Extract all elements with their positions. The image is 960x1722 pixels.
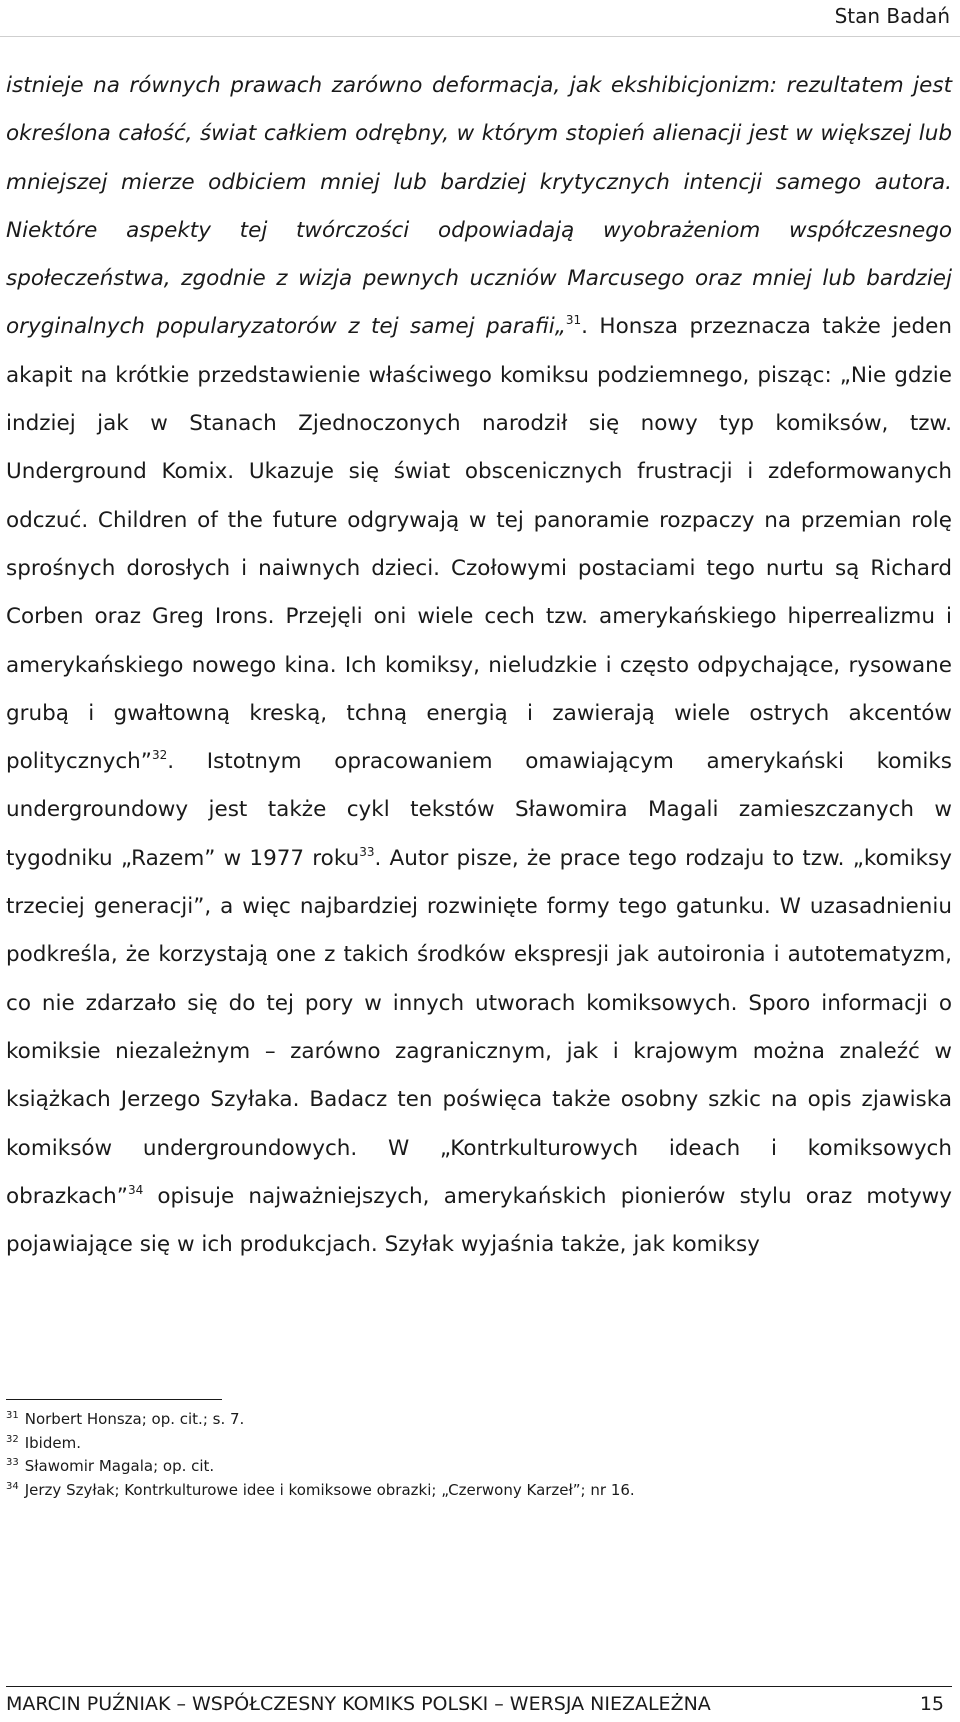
- body-text-segment: . Istotnym opracowaniem omawiającym amerykański komiks undergroundowy jest także cykl tekstów Sławomira Magali zamieszczanych w tygodniku „Razem” w 1977 roku: [6, 749, 952, 871]
- footnote-number: 34: [6, 1480, 19, 1492]
- footnote-ref-32[interactable]: 32: [151, 748, 168, 763]
- footer-author-title: MARCIN PUŹNIAK – WSPÓŁCZESNY KOMIKS POLSKI – WERSJA NIEZALEŻNA: [6, 1693, 711, 1715]
- running-head-title: Stan Badań: [834, 4, 950, 28]
- footnote-text: Jerzy Szyłak; Kontrkulturowe idee i komiksowe obrazki; „Czerwony Karzeł”; nr 16.: [24, 1480, 635, 1499]
- footnote-ref-31[interactable]: 31: [565, 313, 582, 328]
- footnote-item: [6, 1432, 946, 1456]
- footnote-item: [6, 1455, 946, 1479]
- footnote-text: Sławomir Magala; op. cit.: [24, 1457, 215, 1475]
- footnote-text: Ibidem.: [24, 1433, 81, 1452]
- page-footer: [6, 1686, 952, 1721]
- footnote-number: 31: [6, 1410, 19, 1421]
- body-text-segment: . Autor pisze, że prace tego rodzaju to tzw. „komiksy trzeciej generacji”, a więc najbardziej rozwinięte formy tego gatunku. W uzasadnieniu podkreśla, że korzystają one z takich środków ekspresji jak autoironia i autotematyzm, co nie zdarzało się do tej pory w innych utworach komiksowych. Sporo informacji o komiksie niezależnym – zarówno zagranicznym, jak i krajowym można znaleźć w książkach Jerzego Szyłaka. Badacz ten poświęca także osobny szkic na opis zjawiska komiksów undergroundowych. W „Kontrkulturowych ideach i komiksowych obrazkach”: [6, 845, 952, 1209]
- footnote-item: [6, 1408, 946, 1432]
- footnote-list: [6, 1408, 946, 1502]
- footnote-number: 32: [6, 1433, 19, 1445]
- footnote-text: Norbert Honsza; op. cit.; s. 7.: [24, 1410, 245, 1428]
- footnote-divider: [6, 1399, 222, 1400]
- page-number: 15: [919, 1693, 944, 1715]
- footnote-ref-34[interactable]: 34: [127, 1182, 144, 1197]
- body-quote-italic: istnieje na równych prawach zarówno deformacja, jak ekshibicjonizm: rezultatem jest określona całość, świat całkiem odrębny, w którym stopień alienacji jest w większej lub mniejszej mierze odbiciem mniej lub bardziej krytycznych intencji samego autora. Niektóre aspekty tej twórczości odpowiadają wyobrażeniom współczesnego społeczeństwa, zgodnie z wizja pewnych uczniów Marcusego oraz mniej lub bardziej oryginalnych popularyzatorów z tej samej parafii„: [6, 73, 952, 340]
- body-text-segment: opisuje najważniejszych, amerykańskich pionierów stylu oraz motywy pojawiające się w ich produkcjach. Szyłak wyjaśnia także, jak komiksy: [6, 1183, 952, 1258]
- footnote-number: 33: [6, 1457, 19, 1468]
- body-paragraph: [6, 62, 952, 1269]
- header-divider: [0, 36, 960, 37]
- footnote-ref-33[interactable]: 33: [359, 844, 375, 859]
- body-text-segment: . Honsza przeznacza także jeden akapit na krótkie przedstawienie właściwego komiksu podziemnego, pisząc: „Nie gdzie indziej jak w Stanach Zjednoczonych narodził się nowy typ komiksów, tzw. Underground Komix. Ukazuje się świat obscenicznych frustracji i zdeformowanych odczuć. Children of the future odgrywają w tej panoramie rozpaczy na przemian rolę sprośnych dorosłych i naiwnych dzieci. Czołowymi postaciami tego nurtu są Richard Corben oraz Greg Irons. Przejęli oni wiele cech tzw. amerykańskiego hiperrealizmu i amerykańskiego nowego kina. Ich komiksy, nieludzkie i często odpychające, rysowane grubą i gwałtowną kreską, tchną energią i zawierają wiele ostrych akcentów politycznych”: [6, 314, 953, 775]
- footnote-item: [6, 1479, 946, 1503]
